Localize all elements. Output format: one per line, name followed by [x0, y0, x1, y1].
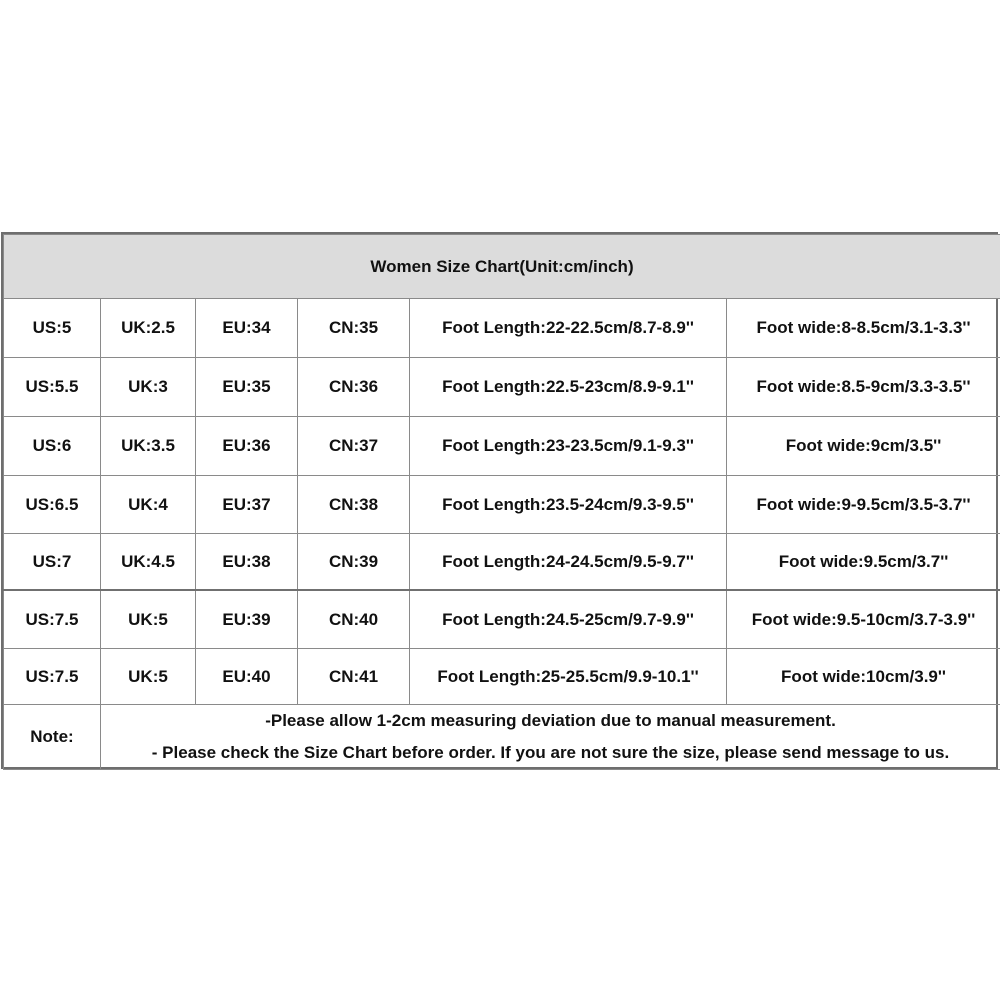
foot-wide-cell: Foot wide:9-9.5cm/3.5-3.7'' — [727, 476, 1000, 534]
us-size-cell: US:7.5 — [4, 590, 101, 649]
us-size-cell: US:5.5 — [4, 358, 101, 417]
table-row — [4, 590, 1000, 649]
foot-wide-cell: Foot wide:10cm/3.9'' — [727, 649, 1000, 705]
size-chart-table — [3, 234, 1000, 770]
us-size-cell: US:7.5 — [4, 649, 101, 705]
us-size-cell: US:6.5 — [4, 476, 101, 534]
uk-size-cell: UK:5 — [101, 649, 196, 705]
table-row — [4, 299, 1000, 358]
eu-size-cell: EU:34 — [196, 299, 298, 358]
us-size-cell: US:6 — [4, 417, 101, 476]
foot-wide-cell: Foot wide:9cm/3.5'' — [727, 417, 1000, 476]
table-row — [4, 649, 1000, 705]
foot-length-cell: Foot Length:25-25.5cm/9.9-10.1'' — [410, 649, 727, 705]
eu-size-cell: EU:40 — [196, 649, 298, 705]
size-chart — [1, 232, 998, 769]
foot-wide-cell: Foot wide:9.5cm/3.7'' — [727, 534, 1000, 591]
note-text — [101, 705, 1000, 770]
us-size-cell: US:7 — [4, 534, 101, 591]
cn-size-cell: CN:35 — [298, 299, 410, 358]
note-label: Note: — [4, 705, 101, 770]
foot-wide-cell: Foot wide:9.5-10cm/3.7-3.9'' — [727, 590, 1000, 649]
table-row — [4, 358, 1000, 417]
cn-size-cell: CN:36 — [298, 358, 410, 417]
foot-wide-cell: Foot wide:8-8.5cm/3.1-3.3'' — [727, 299, 1000, 358]
eu-size-cell: EU:38 — [196, 534, 298, 591]
table-row — [4, 417, 1000, 476]
foot-length-cell: Foot Length:22-22.5cm/8.7-8.9'' — [410, 299, 727, 358]
cn-size-cell: CN:37 — [298, 417, 410, 476]
uk-size-cell: UK:2.5 — [101, 299, 196, 358]
cn-size-cell: CN:40 — [298, 590, 410, 649]
uk-size-cell: UK:5 — [101, 590, 196, 649]
eu-size-cell: EU:37 — [196, 476, 298, 534]
uk-size-cell: UK:3 — [101, 358, 196, 417]
uk-size-cell: UK:4.5 — [101, 534, 196, 591]
cn-size-cell: CN:39 — [298, 534, 410, 591]
note-row — [4, 705, 1000, 770]
note-line-deviation: -Please allow 1-2cm measuring deviation due to manual measurement. — [265, 711, 836, 730]
table-row — [4, 476, 1000, 534]
us-size-cell: US:5 — [4, 299, 101, 358]
chart-title: Women Size Chart(Unit:cm/inch) — [4, 235, 1000, 299]
title-row — [4, 235, 1000, 299]
eu-size-cell: EU:39 — [196, 590, 298, 649]
eu-size-cell: EU:35 — [196, 358, 298, 417]
foot-length-cell: Foot Length:23.5-24cm/9.3-9.5'' — [410, 476, 727, 534]
eu-size-cell: EU:36 — [196, 417, 298, 476]
table-row — [4, 534, 1000, 591]
foot-wide-cell: Foot wide:8.5-9cm/3.3-3.5'' — [727, 358, 1000, 417]
foot-length-cell: Foot Length:22.5-23cm/8.9-9.1'' — [410, 358, 727, 417]
uk-size-cell: UK:3.5 — [101, 417, 196, 476]
cn-size-cell: CN:38 — [298, 476, 410, 534]
cn-size-cell: CN:41 — [298, 649, 410, 705]
foot-length-cell: Foot Length:23-23.5cm/9.1-9.3'' — [410, 417, 727, 476]
uk-size-cell: UK:4 — [101, 476, 196, 534]
note-line-check-chart: - Please check the Size Chart before order. If you are not sure the size, please send message to us. — [151, 743, 950, 762]
foot-length-cell: Foot Length:24-24.5cm/9.5-9.7'' — [410, 534, 727, 591]
foot-length-cell: Foot Length:24.5-25cm/9.7-9.9'' — [410, 590, 727, 649]
